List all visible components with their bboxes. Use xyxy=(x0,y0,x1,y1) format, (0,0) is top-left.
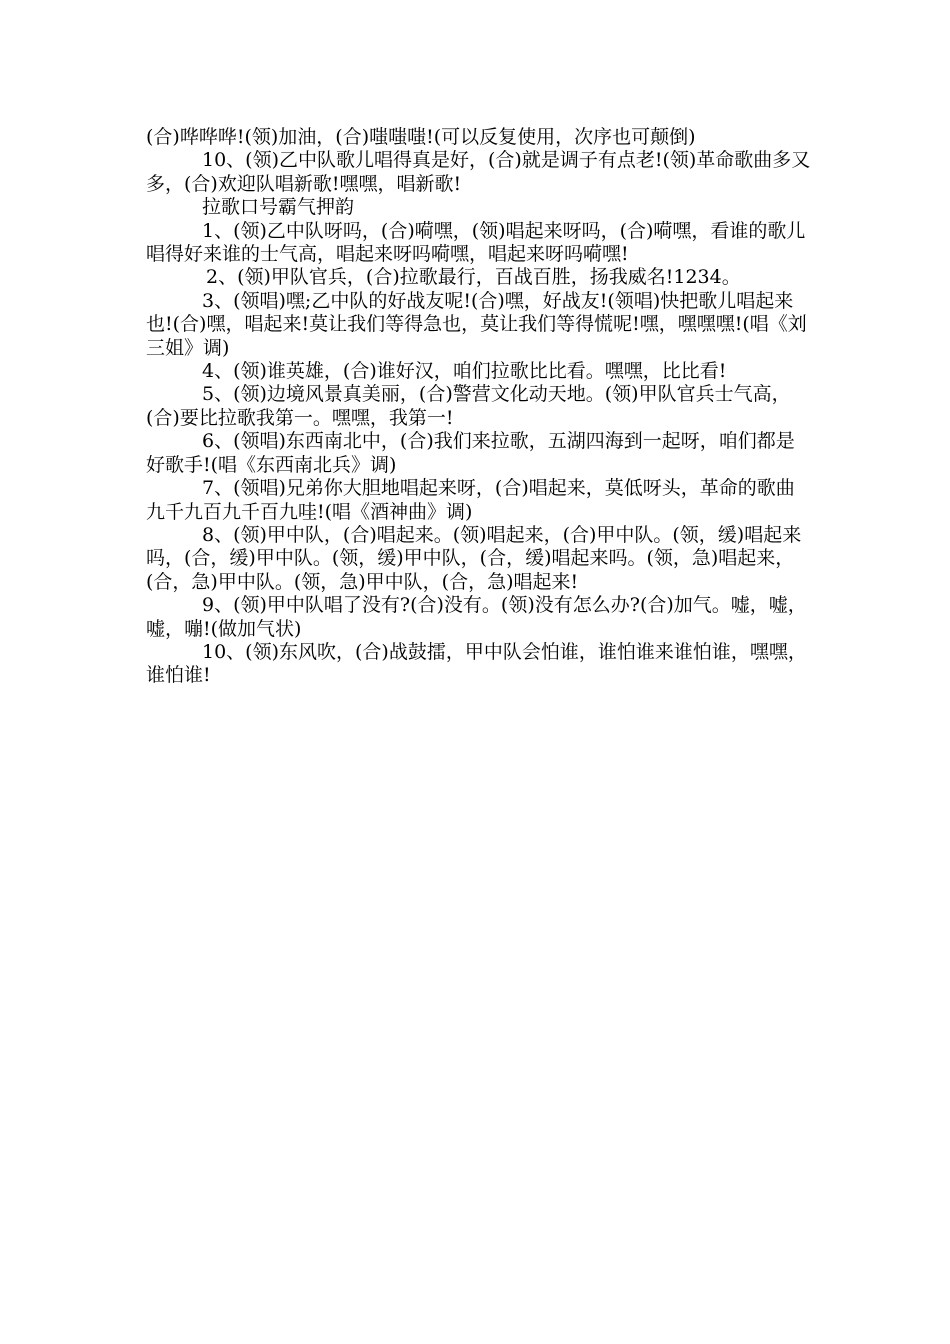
paragraph-intro-continued: (合)哗哗哗!(领)加油，(合)嗤嗤嗤!(可以反复使用，次序也可颠倒) xyxy=(146,126,696,148)
paragraph-item-6: 6、(领唱)东西南北中，(合)我们来拉歌，五湖四海到一起呀，咱们都是好歌手!(唱《东西南北兵》调) xyxy=(146,430,795,476)
paragraph-item-5: 5、(领)边境风景真美丽，(合)警营文化动天地。(领)甲队官兵士气高，(合)要比拉歌我第一。嘿嘿，我第一! xyxy=(146,383,791,429)
paragraph-item-10-first: 10、(领)乙中队歌儿唱得真是好，(合)就是调子有点老!(领)革命歌曲多又多，(合)欢迎队唱新歌!嘿嘿，唱新歌! xyxy=(146,149,811,195)
paragraph-item-1: 1、(领)乙中队呀吗，(合)嗬嘿，(领)唱起来呀吗，(合)嗬嘿，看谁的歌儿唱得好来谁的士气高，唱起来呀吗嗬嘿，唱起来呀吗嗬嘿! xyxy=(146,219,806,266)
document-body xyxy=(146,126,811,688)
paragraph-item-2: 2、(领)甲队官兵，(合)拉歌最行，百战百胜，扬我威名!1234。 xyxy=(206,266,741,289)
section-heading: 拉歌口号霸气押韵 xyxy=(202,196,355,219)
paragraph-item-10-second: 10、(领)东风吹，(合)战鼓擂，甲中队会怕谁，谁怕谁来谁怕谁，嘿嘿，谁怕谁! xyxy=(146,640,807,687)
paragraph-item-3: 3、(领唱)嘿;乙中队的好战友呢!(合)嘿，好战友!(领唱)快把歌儿唱起来也!(合)嘿，唱起来!莫让我们等得急也，莫让我们等得慌呢!嘿，嘿嘿嘿!(唱《刘三姐》调) xyxy=(146,289,807,359)
paragraph-item-7: 7、(领唱)兄弟你大胆地唱起来呀，(合)唱起来，莫低呀头，革命的歌曲九千九百九千百九哇!(唱《酒神曲》调) xyxy=(146,477,795,523)
paragraph-item-9: 9、(领)甲中队唱了没有?(合)没有。(领)没有怎么办?(合)加气。嘘，嘘，嘘，嘣!(做加气状) xyxy=(146,594,807,640)
paragraph-item-4: 4、(领)谁英雄，(合)谁好汉，咱们拉歌比比看。嘿嘿，比比看! xyxy=(202,360,727,383)
paragraph-item-8: 8、(领)甲中队，(合)唱起来。(领)唱起来，(合)甲中队。(领，缓)唱起来吗，(合，缓)甲中队。(领，缓)甲中队，(合，缓)唱起来吗。(领，急)唱起来，(合，急)甲中队。(领，急)甲中队，(合，急)唱起来! xyxy=(146,523,802,593)
